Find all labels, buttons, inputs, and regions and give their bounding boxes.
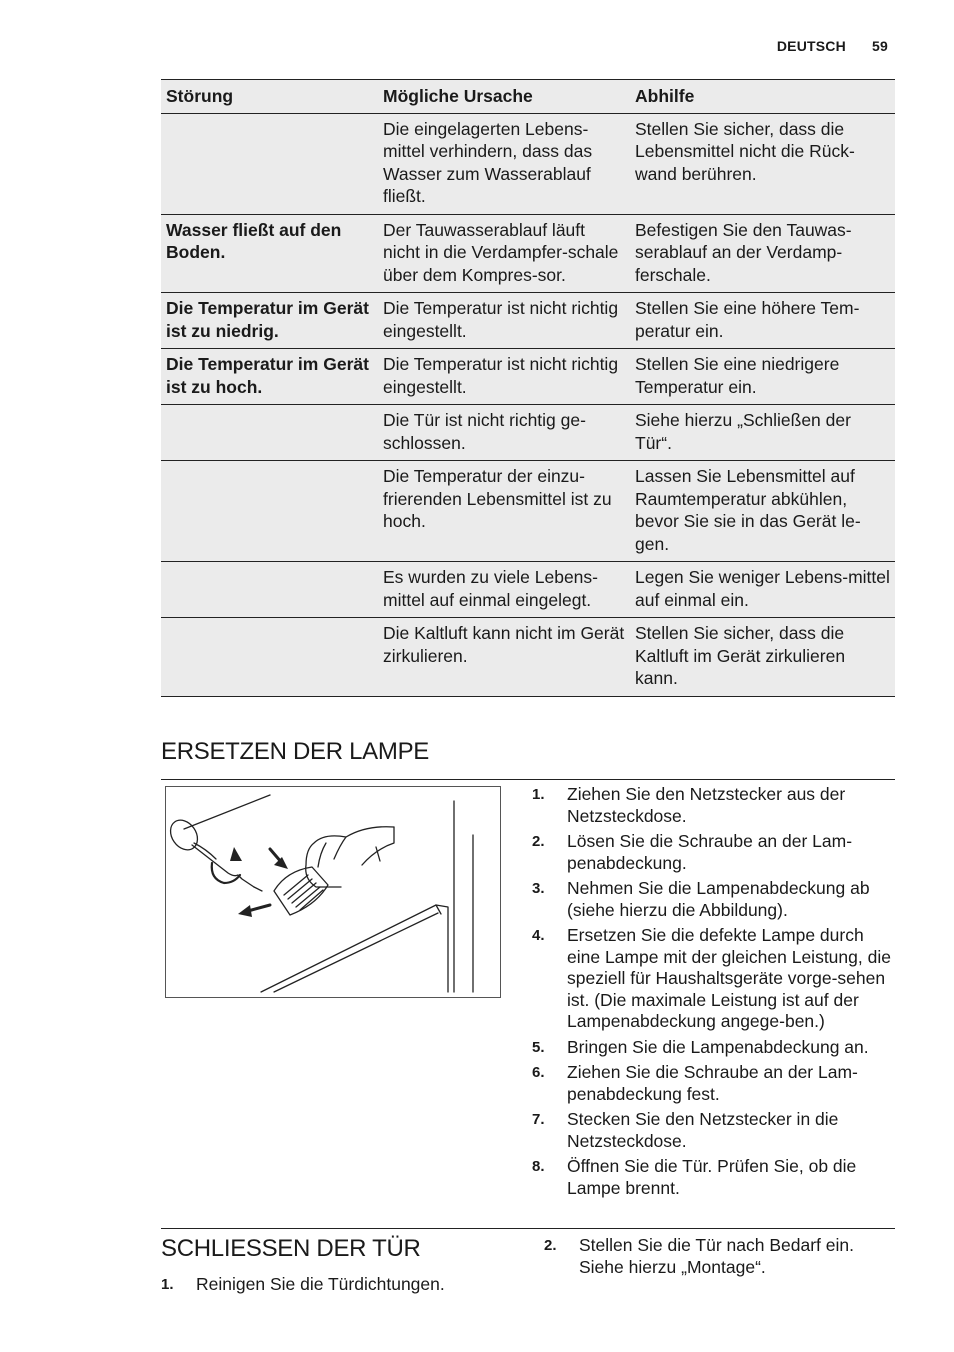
table-row [161,214,895,293]
step-text: Stellen Sie die Tür nach Bedarf ein. Siehe hierzu „Montage“. [579,1235,854,1277]
lamp-replacement-illustration [165,786,501,998]
step-number: 3. [532,880,545,897]
section-divider [161,1228,895,1229]
cell-abhilfe: Lassen Sie Lebensmittel auf Raumtemperatur abkühlen, bevor Sie sie in das Gerät le-gen. [630,461,895,562]
step-text: Ersetzen Sie die defekte Lampe durch eine Lampe mit der gleichen Leistung, die speziell für Haushaltsgeräte vorge-sehen ist. (Die maximale Leistung ist auf der Lampenabdeckung angege-ben.) [567,925,891,1031]
cell-ursache: Der Tauwasserablauf läuft nicht in die Verdampfer-schale über dem Kompres-sor. [378,214,630,293]
section-title-door: SCHLIESSEN DER TÜR [161,1235,421,1262]
cell-stoerung [161,618,378,697]
step-text: Reinigen Sie die Türdichtungen. [196,1274,445,1294]
step-text: Ziehen Sie die Schraube an der Lam-penabdeckung fest. [567,1062,858,1104]
list-item [532,878,894,921]
column-header-ursache: Mögliche Ursache [378,80,630,114]
cell-ursache: Die Temperatur der einzu-frierenden Lebensmittel ist zu hoch. [378,461,630,562]
table-row [161,405,895,461]
step-text: Stecken Sie den Netzstecker in die Netzsteckdose. [567,1109,839,1151]
list-item [161,1274,491,1296]
list-item [532,1062,894,1105]
list-item [532,1037,894,1059]
page-number: 59 [872,38,888,54]
list-item [532,925,894,1033]
cell-stoerung: Die Temperatur im Gerät ist zu niedrig. [161,293,378,349]
step-text: Lösen Sie die Schraube an der Lam-penabdeckung. [567,831,853,873]
cell-stoerung [161,405,378,461]
list-item [532,784,894,827]
step-number: 2. [532,833,545,850]
cell-ursache: Die Temperatur ist nicht richtig eingestellt. [378,349,630,405]
cell-stoerung [161,562,378,618]
table-row [161,461,895,562]
step-number: 5. [532,1038,545,1056]
step-text: Bringen Sie die Lampenabdeckung an. [567,1036,869,1057]
cell-abhilfe: Stellen Sie eine höhere Tem-peratur ein. [630,293,895,349]
table-row [161,293,895,349]
table-row [161,562,895,618]
header-language: DEUTSCH [776,38,846,54]
step-text: Ziehen Sie den Netzstecker aus der Netzsteckdose. [567,784,846,826]
cell-stoerung [161,113,378,214]
list-item [532,1109,894,1152]
cell-abhilfe: Befestigen Sie den Tauwas-serablauf an der Verdamp-ferschale. [630,214,895,293]
table-header-row [161,80,895,114]
cell-abhilfe: Legen Sie weniger Lebens-mittel auf einmal ein. [630,562,895,618]
cell-ursache: Die Tür ist nicht richtig ge-schlossen. [378,405,630,461]
column-header-abhilfe: Abhilfe [630,80,895,114]
list-item [532,831,894,874]
table-row [161,349,895,405]
cell-abhilfe: Stellen Sie eine niedrigere Temperatur ein. [630,349,895,405]
step-number: 4. [532,927,545,944]
column-header-stoerung: Störung [161,80,378,114]
step-number: 1. [161,1276,174,1293]
page-header [755,38,888,54]
troubleshooting-table [161,79,895,697]
step-number: 7. [532,1111,545,1128]
table-row [161,113,895,214]
cell-stoerung [161,461,378,562]
step-number: 8. [532,1158,545,1175]
lamp-cover-removal-drawing [166,787,500,997]
step-text: Nehmen Sie die Lampenabdeckung ab (siehe hierzu die Abbildung). [567,878,870,920]
step-text: Öffnen Sie die Tür. Prüfen Sie, ob die Lampe brennt. [567,1156,857,1198]
section-title-lamp: ERSETZEN DER LAMPE [161,738,429,765]
cell-ursache: Die eingelagerten Lebens-mittel verhindern, dass das Wasser zum Wasserablauf fließt. [378,113,630,214]
cell-stoerung: Wasser fließt auf den Boden. [161,214,378,293]
cell-abhilfe: Siehe hierzu „Schließen der Tür“. [630,405,895,461]
list-item [544,1235,894,1278]
door-steps-list-right [544,1235,894,1282]
cell-ursache: Die Kaltluft kann nicht im Gerät zirkulieren. [378,618,630,697]
cell-ursache: Es wurden zu viele Lebens-mittel auf einmal eingelegt. [378,562,630,618]
list-item [532,1156,894,1199]
cell-abhilfe: Stellen Sie sicher, dass die Kaltluft im Gerät zirkulieren kann. [630,618,895,697]
step-number: 6. [532,1064,545,1081]
cell-abhilfe: Stellen Sie sicher, dass die Lebensmittel nicht die Rück-wand berühren. [630,113,895,214]
step-number: 1. [532,786,545,803]
step-number: 2. [544,1237,557,1254]
table-row [161,618,895,697]
lamp-steps-list [532,784,894,1203]
cell-stoerung: Die Temperatur im Gerät ist zu hoch. [161,349,378,405]
door-steps-list-left [161,1274,491,1300]
section-divider [161,779,895,780]
cell-ursache: Die Temperatur ist nicht richtig eingestellt. [378,293,630,349]
